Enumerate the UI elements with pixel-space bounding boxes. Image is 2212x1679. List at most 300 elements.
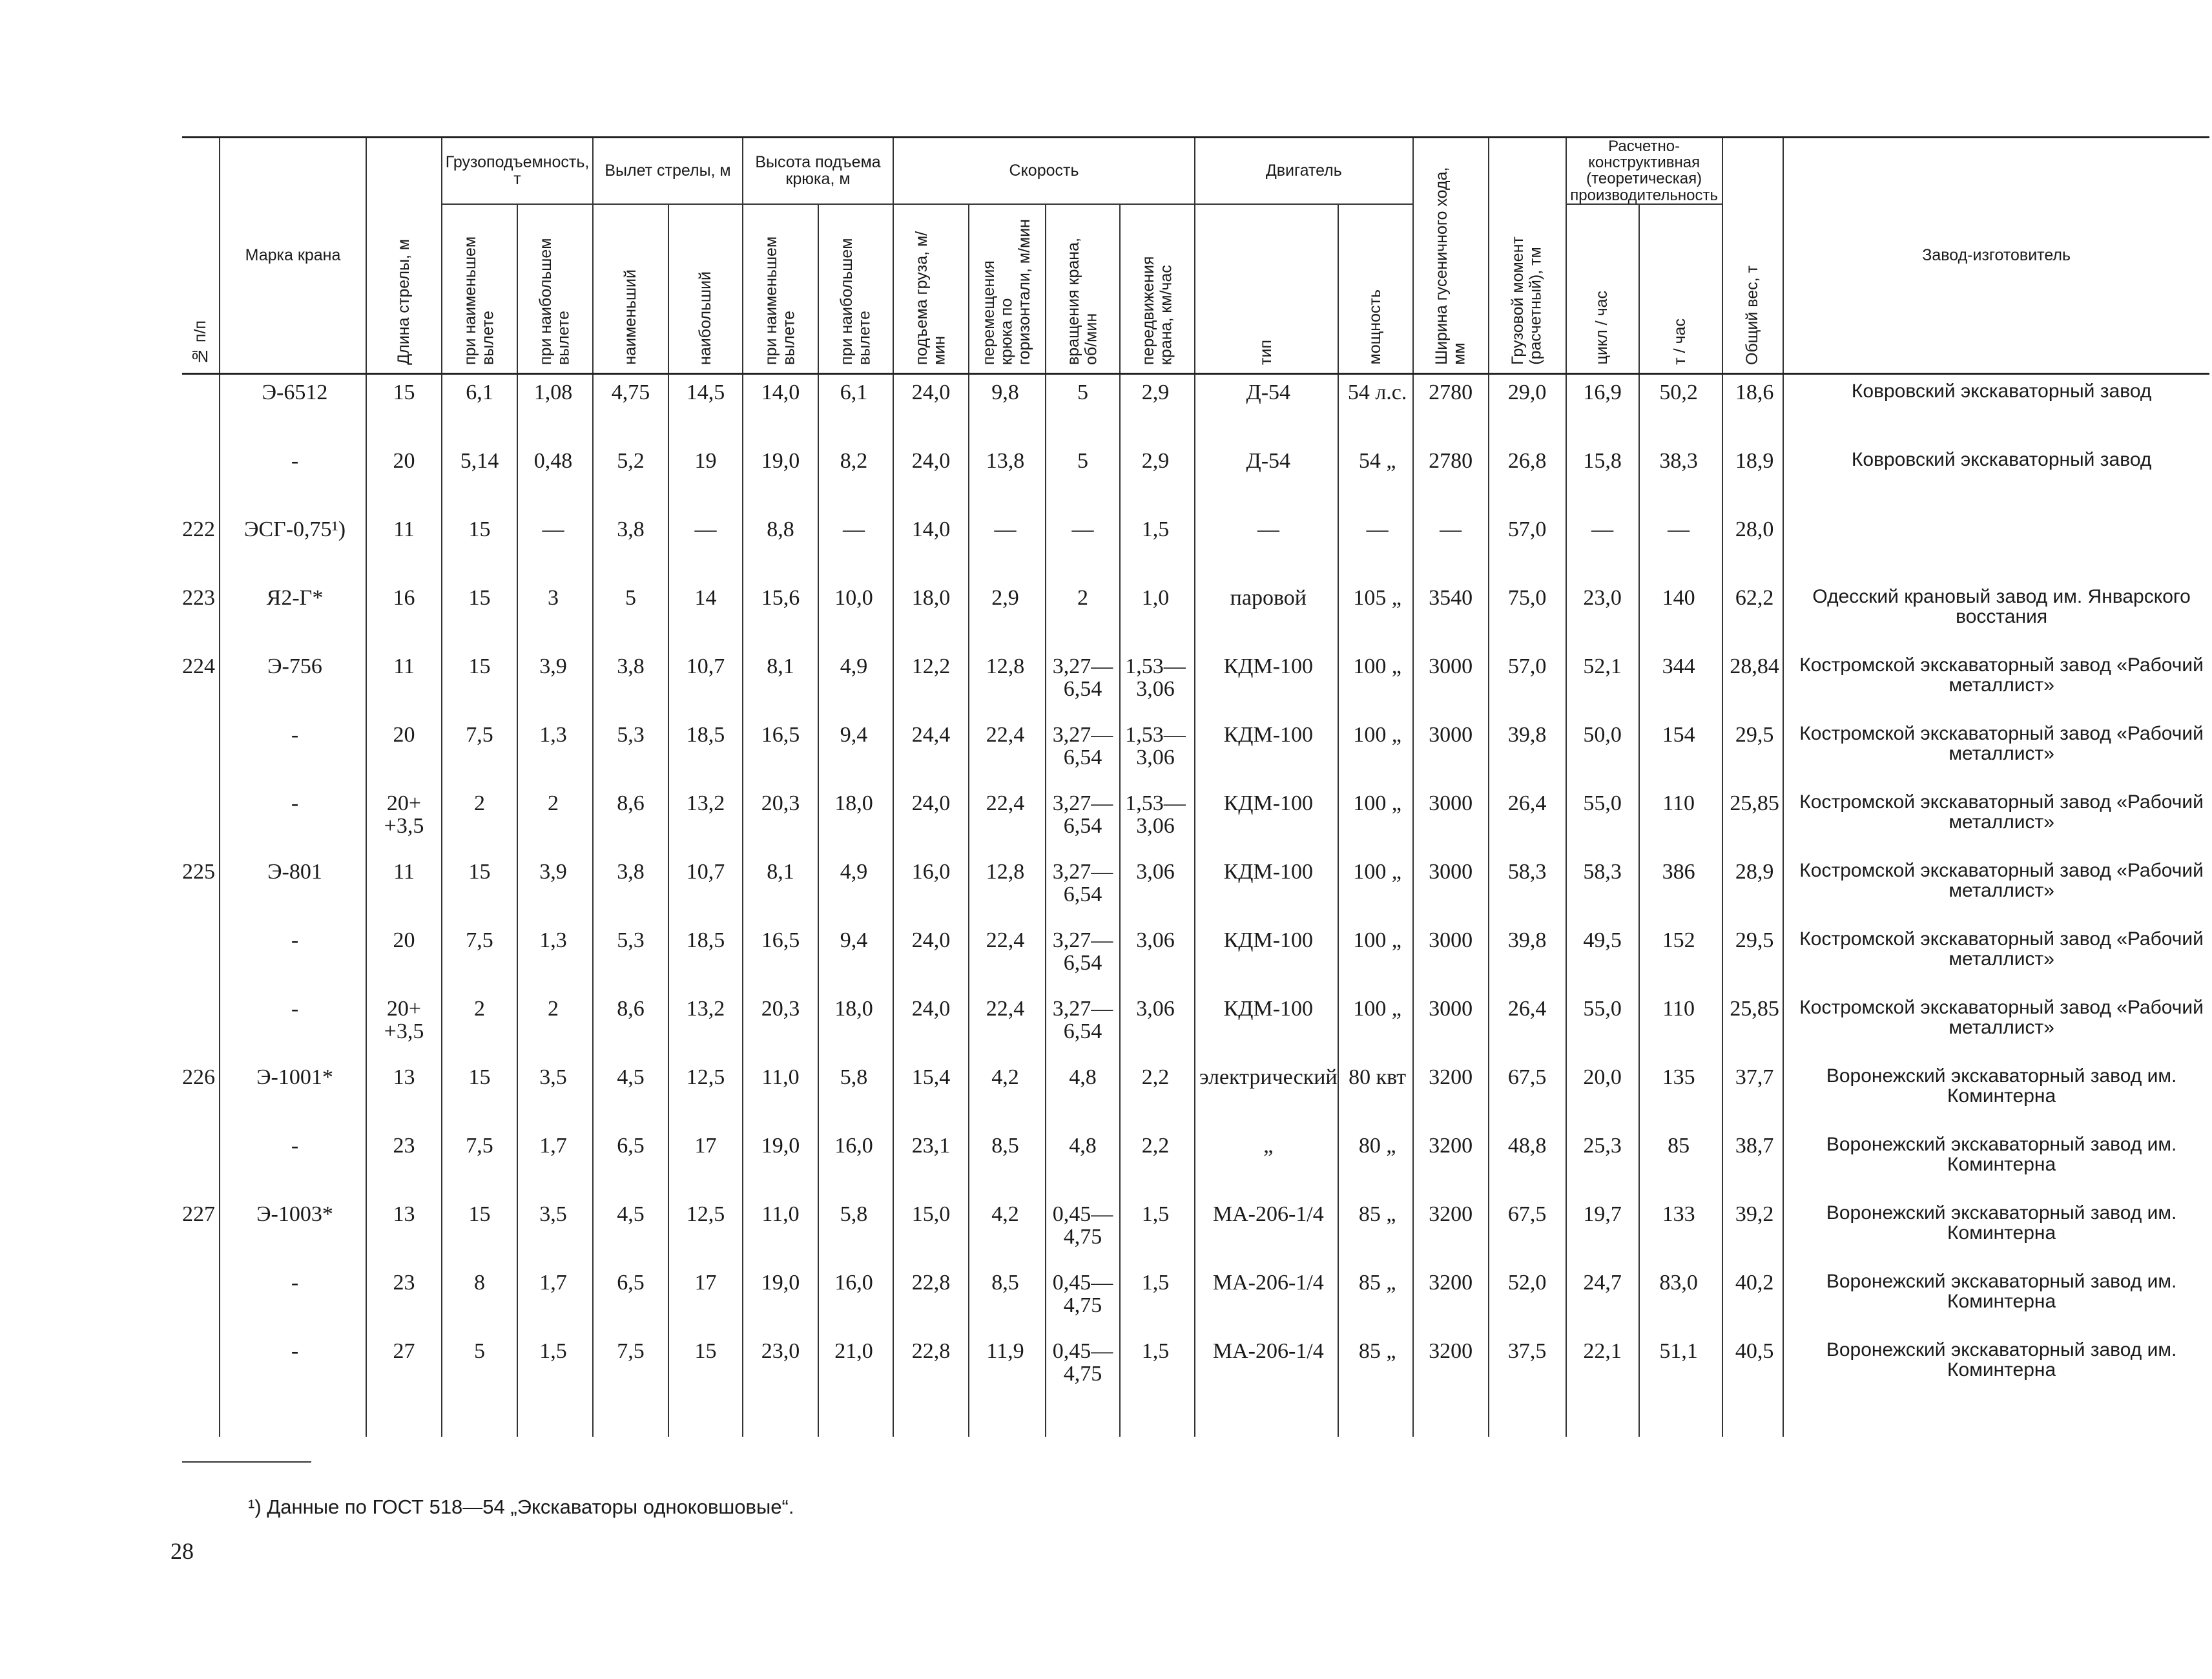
capacity-min-cell: 6,1 (442, 373, 517, 443)
capacity-max-cell: 1,3 (517, 923, 593, 991)
col-speed-rotation-header: вращения крана, об/мин (1046, 204, 1120, 374)
hook-min-cell: 19,0 (743, 443, 818, 512)
speed-lift-cell: 16,0 (893, 854, 969, 923)
speed-rotation-cell: 5 (1046, 443, 1120, 512)
track-width-cell: 3000 (1413, 991, 1489, 1059)
hook-max-cell: 10,0 (818, 580, 893, 649)
engine-type-cell: МА-206-1/4 (1195, 1265, 1338, 1333)
prod-cycle-cell: 20,0 (1566, 1059, 1639, 1128)
speed-travel-cell: 1,53—3,06 (1120, 786, 1195, 854)
load-moment-cell: 57,0 (1489, 512, 1566, 580)
reach-min-cell: 3,8 (593, 649, 668, 717)
boom-length-cell: 16 (366, 580, 442, 649)
capacity-min-cell: 7,5 (442, 717, 517, 786)
track-width-cell: 3000 (1413, 923, 1489, 991)
speed-rotation-cell: 4,8 (1046, 1128, 1120, 1196)
capacity-max-cell: 1,7 (517, 1265, 593, 1333)
prod-cycle-cell: 55,0 (1566, 991, 1639, 1059)
crane-mark-cell: Э-801 (220, 854, 366, 923)
row-number-cell: 223 (182, 585, 215, 610)
table-row (182, 1265, 2209, 1333)
track-width-cell: 2780 (1413, 373, 1489, 443)
col-speed-travel-header: передвижения крана, км/час (1120, 204, 1195, 374)
crane-mark-cell: - (220, 923, 366, 991)
track-width-cell: — (1413, 512, 1489, 580)
capacity-min-cell: 2 (442, 991, 517, 1059)
total-weight-cell: 28,0 (1722, 512, 1783, 580)
total-weight-cell: 18,9 (1722, 443, 1783, 512)
col-hook-min-header: при наименьшем вылете (743, 204, 818, 374)
reach-max-cell: 14,5 (668, 373, 743, 443)
col-track-width-header: Ширина гусеничного хода, мм (1413, 138, 1489, 374)
row-number-cell (182, 1128, 220, 1196)
speed-hook-cell: — (969, 512, 1046, 580)
prod-cycle-cell: 15,8 (1566, 443, 1639, 512)
crane-mark-cell: - (220, 1333, 366, 1437)
table-row (182, 923, 2209, 991)
load-moment-cell: 57,0 (1489, 649, 1566, 717)
crane-mark-cell: ЭСГ-0,75¹) (220, 512, 366, 580)
prod-t-per-hour-cell: 152 (1639, 923, 1722, 991)
reach-min-cell: 4,5 (593, 1196, 668, 1265)
prod-t-per-hour-cell: 110 (1639, 991, 1722, 1059)
speed-lift-cell: 23,1 (893, 1128, 969, 1196)
crane-mark-cell: - (220, 1128, 366, 1196)
capacity-group-header: Грузоподъемность, т (442, 138, 593, 204)
col-prod-cycle-header: цикл / час (1566, 204, 1639, 374)
table-row (182, 786, 2209, 854)
boom-length-cell: 13 (366, 1196, 442, 1265)
total-weight-cell: 37,7 (1722, 1059, 1783, 1128)
speed-travel-cell: 3,06 (1120, 991, 1195, 1059)
load-moment-cell: 26,4 (1489, 991, 1566, 1059)
row-number-cell (182, 717, 220, 786)
col-reach-min-header: наименьший (593, 204, 668, 374)
prod-cycle-cell: 24,7 (1566, 1265, 1639, 1333)
engine-power-cell: 85 „ (1338, 1333, 1413, 1437)
speed-lift-cell: 15,0 (893, 1196, 969, 1265)
row-number-cell: 225 (182, 859, 215, 884)
hook-max-cell: — (818, 512, 893, 580)
total-weight-cell: 28,84 (1722, 649, 1783, 717)
prod-t-per-hour-cell: 135 (1639, 1059, 1722, 1128)
col-engine-power-header: мощность (1338, 204, 1413, 374)
reach-min-cell: 8,6 (593, 786, 668, 854)
row-number-cell (182, 1265, 220, 1333)
hook-max-cell: 16,0 (818, 1265, 893, 1333)
reach-max-cell: 10,7 (668, 854, 743, 923)
prod-t-per-hour-cell: 83,0 (1639, 1265, 1722, 1333)
col-capacity-min-header: при наименьшем вылете (442, 204, 517, 374)
capacity-max-cell: 1,7 (517, 1128, 593, 1196)
hook-min-cell: 23,0 (743, 1333, 818, 1437)
hook-max-cell: 18,0 (818, 786, 893, 854)
speed-travel-cell: 2,9 (1120, 373, 1195, 443)
reach-min-cell: 5,3 (593, 923, 668, 991)
reach-min-cell: 5,2 (593, 443, 668, 512)
capacity-min-cell: 8 (442, 1265, 517, 1333)
boom-length-cell: 13 (366, 1059, 442, 1128)
load-moment-cell: 58,3 (1489, 854, 1566, 923)
col-reach-max-header: наибольший (668, 204, 743, 374)
hook-max-cell: 16,0 (818, 1128, 893, 1196)
speed-lift-cell: 24,0 (893, 443, 969, 512)
speed-lift-cell: 24,0 (893, 786, 969, 854)
footnote: ¹) Данные по ГОСТ 518—54 „Экскаваторы одноковшовые“. (248, 1496, 794, 1518)
maker-plant-cell: Воронежский экскаваторный завод им. Коминтерна (1783, 1333, 2209, 1437)
speed-travel-cell: 1,5 (1120, 1333, 1195, 1437)
total-weight-cell: 39,2 (1722, 1196, 1783, 1265)
capacity-min-cell: 15 (442, 512, 517, 580)
reach-max-cell: 17 (668, 1265, 743, 1333)
hook-max-cell: 9,4 (818, 923, 893, 991)
engine-power-cell: 80 „ (1338, 1128, 1413, 1196)
engine-type-cell: „ (1195, 1128, 1338, 1196)
hook-min-cell: 11,0 (743, 1059, 818, 1128)
crane-spec-table (182, 136, 2209, 1437)
speed-travel-cell: 2,9 (1120, 443, 1195, 512)
hook-max-cell: 9,4 (818, 717, 893, 786)
reach-max-cell: 14 (668, 580, 743, 649)
maker-plant-cell: Воронежский экскаваторный завод им. Коминтерна (1783, 1059, 2209, 1128)
reach-min-cell: 6,5 (593, 1128, 668, 1196)
capacity-max-cell: 2 (517, 786, 593, 854)
col-engine-type-header: тип (1195, 204, 1338, 374)
crane-mark-cell: - (220, 991, 366, 1059)
hook-max-cell: 5,8 (818, 1059, 893, 1128)
speed-rotation-cell: 2 (1046, 580, 1120, 649)
total-weight-cell: 40,2 (1722, 1265, 1783, 1333)
col-capacity-max-header: при наибольшем вылете (517, 204, 593, 374)
load-moment-cell: 75,0 (1489, 580, 1566, 649)
speed-travel-cell: 1,5 (1120, 512, 1195, 580)
boom-length-cell: 20 (366, 923, 442, 991)
page-number: 28 (171, 1538, 194, 1564)
crane-mark-cell: Э-6512 (220, 373, 366, 443)
engine-power-cell: 54 „ (1338, 443, 1413, 512)
track-width-cell: 3200 (1413, 1265, 1489, 1333)
speed-hook-cell: 22,4 (969, 786, 1046, 854)
reach-max-cell: 13,2 (668, 991, 743, 1059)
table-row (182, 373, 2209, 443)
boom-length-cell: 20+ +3,5 (366, 786, 442, 854)
prod-cycle-cell: 25,3 (1566, 1128, 1639, 1196)
table-row (182, 512, 2209, 580)
engine-power-cell: 100 „ (1338, 786, 1413, 854)
speed-lift-cell: 24,4 (893, 717, 969, 786)
crane-mark-cell: - (220, 443, 366, 512)
prod-cycle-cell: 19,7 (1566, 1196, 1639, 1265)
reach-min-cell: 3,8 (593, 854, 668, 923)
maker-plant-cell: Костромской экскаваторный завод «Рабочий металлист» (1783, 854, 2209, 923)
productivity-group-header: Расчетно-конструктивная (теоретическая) производительность (1566, 138, 1722, 204)
speed-hook-cell: 2,9 (969, 580, 1046, 649)
speed-rotation-cell: 3,27—6,54 (1046, 717, 1120, 786)
engine-power-cell: 100 „ (1338, 717, 1413, 786)
prod-t-per-hour-cell: 344 (1639, 649, 1722, 717)
load-moment-cell: 67,5 (1489, 1059, 1566, 1128)
row-number-cell (182, 443, 220, 512)
total-weight-cell: 25,85 (1722, 786, 1783, 854)
engine-type-cell: Д-54 (1195, 373, 1338, 443)
hook-min-cell: 8,1 (743, 854, 818, 923)
prod-t-per-hour-cell: 133 (1639, 1196, 1722, 1265)
boom-length-cell: 20+ +3,5 (366, 991, 442, 1059)
col-hook-max-header: при наибольшем вылете (818, 204, 893, 374)
capacity-min-cell: 2 (442, 786, 517, 854)
load-moment-cell: 26,4 (1489, 786, 1566, 854)
reach-min-cell: 5 (593, 580, 668, 649)
hook-min-cell: 16,5 (743, 923, 818, 991)
speed-hook-cell: 4,2 (969, 1196, 1046, 1265)
hook-max-cell: 4,9 (818, 854, 893, 923)
reach-min-cell: 4,5 (593, 1059, 668, 1128)
engine-type-cell: КДМ-100 (1195, 991, 1338, 1059)
total-weight-cell: 29,5 (1722, 717, 1783, 786)
reach-max-cell: 18,5 (668, 717, 743, 786)
speed-lift-cell: 24,0 (893, 923, 969, 991)
maker-plant-cell: Костромской экскаваторный завод «Рабочий металлист» (1783, 991, 2209, 1059)
reach-min-cell: 3,8 (593, 512, 668, 580)
hook-min-cell: 19,0 (743, 1265, 818, 1333)
engine-power-cell: 100 „ (1338, 923, 1413, 991)
total-weight-cell: 29,5 (1722, 923, 1783, 991)
engine-power-cell: 80 квт (1338, 1059, 1413, 1128)
speed-lift-cell: 15,4 (893, 1059, 969, 1128)
prod-cycle-cell: 22,1 (1566, 1333, 1639, 1437)
capacity-min-cell: 15 (442, 1196, 517, 1265)
speed-hook-cell: 13,8 (969, 443, 1046, 512)
capacity-min-cell: 7,5 (442, 923, 517, 991)
load-moment-cell: 39,8 (1489, 717, 1566, 786)
hook-max-cell: 8,2 (818, 443, 893, 512)
reach-max-cell: — (668, 512, 743, 580)
boom-length-cell: 27 (366, 1333, 442, 1437)
boom-length-cell: 15 (366, 373, 442, 443)
maker-plant-cell: Костромской экскаваторный завод «Рабочий металлист» (1783, 923, 2209, 991)
speed-travel-cell: 2,2 (1120, 1128, 1195, 1196)
speed-hook-cell: 8,5 (969, 1265, 1046, 1333)
speed-travel-cell: 2,2 (1120, 1059, 1195, 1128)
capacity-min-cell: 5,14 (442, 443, 517, 512)
capacity-max-cell: 3,9 (517, 854, 593, 923)
speed-rotation-cell: — (1046, 512, 1120, 580)
track-width-cell: 3200 (1413, 1333, 1489, 1437)
speed-travel-cell: 1,5 (1120, 1265, 1195, 1333)
table-row (182, 1196, 2209, 1265)
prod-cycle-cell: — (1566, 512, 1639, 580)
track-width-cell: 3000 (1413, 649, 1489, 717)
track-width-cell: 3000 (1413, 717, 1489, 786)
capacity-min-cell: 15 (442, 580, 517, 649)
maker-plant-cell: Костромской экскаваторный завод «Рабочий металлист» (1783, 649, 2209, 717)
prod-t-per-hour-cell: 110 (1639, 786, 1722, 854)
prod-t-per-hour-cell: 50,2 (1639, 373, 1722, 443)
capacity-min-cell: 15 (442, 854, 517, 923)
speed-travel-cell: 3,06 (1120, 923, 1195, 991)
hook-min-cell: 11,0 (743, 1196, 818, 1265)
prod-t-per-hour-cell: 386 (1639, 854, 1722, 923)
speed-travel-cell: 1,0 (1120, 580, 1195, 649)
prod-t-per-hour-cell: 51,1 (1639, 1333, 1722, 1437)
track-width-cell: 3000 (1413, 854, 1489, 923)
reach-min-cell: 7,5 (593, 1333, 668, 1437)
boom-length-cell: 23 (366, 1128, 442, 1196)
speed-hook-cell: 8,5 (969, 1128, 1046, 1196)
track-width-cell: 3540 (1413, 580, 1489, 649)
table-row (182, 649, 2209, 717)
hook-min-cell: 8,1 (743, 649, 818, 717)
prod-cycle-cell: 58,3 (1566, 854, 1639, 923)
capacity-max-cell: 1,3 (517, 717, 593, 786)
speed-lift-cell: 14,0 (893, 512, 969, 580)
speed-hook-cell: 22,4 (969, 717, 1046, 786)
prod-cycle-cell: 55,0 (1566, 786, 1639, 854)
col-total-weight-header: Общий вес, т (1722, 138, 1783, 374)
reach-min-cell: 6,5 (593, 1265, 668, 1333)
maker-plant-cell: Одесский крановый завод им. Январского восстания (1783, 580, 2209, 649)
total-weight-cell: 38,7 (1722, 1128, 1783, 1196)
speed-lift-cell: 22,8 (893, 1333, 969, 1437)
capacity-max-cell: 3 (517, 580, 593, 649)
hook-max-cell: 6,1 (818, 373, 893, 443)
engine-power-cell: 85 „ (1338, 1196, 1413, 1265)
boom-length-cell: 11 (366, 649, 442, 717)
engine-power-cell: 100 „ (1338, 649, 1413, 717)
table-row (182, 1128, 2209, 1196)
engine-power-cell: 105 „ (1338, 580, 1413, 649)
speed-hook-cell: 12,8 (969, 649, 1046, 717)
speed-group-header: Скорость (893, 138, 1195, 204)
capacity-max-cell: 1,5 (517, 1333, 593, 1437)
engine-power-cell: 54 л.с. (1338, 373, 1413, 443)
crane-mark-cell: Э-1001* (220, 1059, 366, 1128)
boom-length-cell: 23 (366, 1265, 442, 1333)
maker-plant-cell: Воронежский экскаваторный завод им. Коминтерна (1783, 1128, 2209, 1196)
row-number-cell (182, 786, 220, 854)
engine-power-cell: 85 „ (1338, 1265, 1413, 1333)
speed-travel-cell: 3,06 (1120, 854, 1195, 923)
reach-max-cell: 17 (668, 1128, 743, 1196)
speed-rotation-cell: 0,45—4,75 (1046, 1196, 1120, 1265)
capacity-max-cell: — (517, 512, 593, 580)
prod-cycle-cell: 16,9 (1566, 373, 1639, 443)
reach-max-cell: 12,5 (668, 1196, 743, 1265)
reach-max-cell: 19 (668, 443, 743, 512)
track-width-cell: 2780 (1413, 443, 1489, 512)
maker-plant-cell: Костромской экскаваторный завод «Рабочий металлист» (1783, 717, 2209, 786)
engine-power-cell: 100 „ (1338, 854, 1413, 923)
table-row (182, 717, 2209, 786)
track-width-cell: 3200 (1413, 1196, 1489, 1265)
table-body (182, 373, 2209, 1437)
hook-min-cell: 15,6 (743, 580, 818, 649)
table-row (182, 854, 2209, 923)
reach-min-cell: 8,6 (593, 991, 668, 1059)
reach-min-cell: 4,75 (593, 373, 668, 443)
total-weight-cell: 18,6 (1722, 373, 1783, 443)
capacity-min-cell: 7,5 (442, 1128, 517, 1196)
engine-type-cell: электрический (1195, 1059, 1338, 1128)
capacity-max-cell: 3,5 (517, 1196, 593, 1265)
col-speed-hook-header: перемещения крюка по горизонтали, м/мин (969, 204, 1046, 374)
speed-travel-cell: 1,53—3,06 (1120, 717, 1195, 786)
speed-hook-cell: 11,9 (969, 1333, 1046, 1437)
speed-travel-cell: 1,53—3,06 (1120, 649, 1195, 717)
crane-mark-cell: Я2-Г* (220, 580, 366, 649)
speed-hook-cell: 4,2 (969, 1059, 1046, 1128)
row-number-cell: 227 (182, 1202, 215, 1226)
capacity-max-cell: 3,5 (517, 1059, 593, 1128)
footnote-rule (182, 1461, 311, 1463)
speed-rotation-cell: 3,27—6,54 (1046, 649, 1120, 717)
col-mark-header: Марка крана (220, 138, 366, 374)
speed-hook-cell: 22,4 (969, 991, 1046, 1059)
hook-max-cell: 4,9 (818, 649, 893, 717)
row-number-cell: 222 (182, 517, 215, 541)
prod-cycle-cell: 52,1 (1566, 649, 1639, 717)
hook-max-cell: 21,0 (818, 1333, 893, 1437)
prod-t-per-hour-cell: 85 (1639, 1128, 1722, 1196)
crane-mark-cell: Э-1003* (220, 1196, 366, 1265)
prod-t-per-hour-cell: 38,3 (1639, 443, 1722, 512)
col-maker-header: Завод-изготовитель (1783, 138, 2209, 374)
speed-rotation-cell: 3,27—6,54 (1046, 991, 1120, 1059)
table-row (182, 991, 2209, 1059)
row-number-cell (182, 923, 220, 991)
reach-max-cell: 10,7 (668, 649, 743, 717)
engine-type-cell: КДМ-100 (1195, 923, 1338, 991)
track-width-cell: 3200 (1413, 1128, 1489, 1196)
load-moment-cell: 26,8 (1489, 443, 1566, 512)
speed-rotation-cell: 3,27—6,54 (1046, 786, 1120, 854)
prod-t-per-hour-cell: — (1639, 512, 1722, 580)
hook-max-cell: 18,0 (818, 991, 893, 1059)
engine-type-cell: МА-206-1/4 (1195, 1333, 1338, 1437)
engine-type-cell: КДМ-100 (1195, 786, 1338, 854)
speed-rotation-cell: 5 (1046, 373, 1120, 443)
reach-max-cell: 12,5 (668, 1059, 743, 1128)
prod-cycle-cell: 50,0 (1566, 717, 1639, 786)
track-width-cell: 3200 (1413, 1059, 1489, 1128)
reach-max-cell: 13,2 (668, 786, 743, 854)
maker-plant-cell: Костромской экскаваторный завод «Рабочий металлист» (1783, 786, 2209, 854)
row-number-cell (182, 991, 220, 1059)
table-row (182, 1333, 2209, 1437)
capacity-min-cell: 15 (442, 1059, 517, 1128)
maker-plant-cell: Воронежский экскаваторный завод им. Коминтерна (1783, 1265, 2209, 1333)
speed-hook-cell: 9,8 (969, 373, 1046, 443)
crane-mark-cell: - (220, 1265, 366, 1333)
row-number-cell: 224 (182, 654, 215, 678)
maker-plant-cell: Ковровский экскаваторный завод (1783, 443, 2209, 512)
hook-min-cell: 20,3 (743, 786, 818, 854)
engine-power-cell: — (1338, 512, 1413, 580)
speed-lift-cell: 12,2 (893, 649, 969, 717)
hook-min-cell: 16,5 (743, 717, 818, 786)
load-moment-cell: 67,5 (1489, 1196, 1566, 1265)
table-row (182, 580, 2209, 649)
table-row (182, 1059, 2209, 1128)
reach-max-cell: 18,5 (668, 923, 743, 991)
speed-rotation-cell: 0,45—4,75 (1046, 1265, 1120, 1333)
load-moment-cell: 48,8 (1489, 1128, 1566, 1196)
hook-min-cell: 20,3 (743, 991, 818, 1059)
engine-type-cell: МА-206-1/4 (1195, 1196, 1338, 1265)
maker-plant-cell: Воронежский экскаваторный завод им. Коминтерна (1783, 1196, 2209, 1265)
boom-length-cell: 20 (366, 717, 442, 786)
capacity-max-cell: 3,9 (517, 649, 593, 717)
